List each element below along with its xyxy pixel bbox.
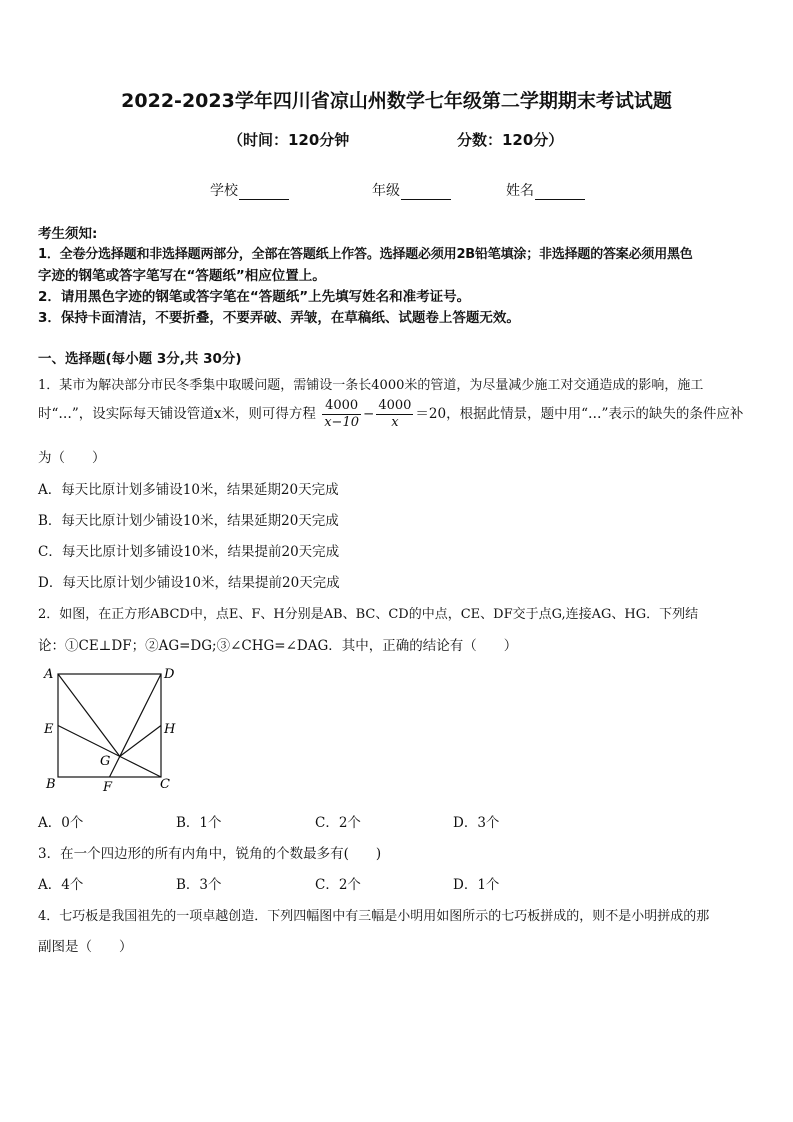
q1-line-1: 1．某市为解决部分市民冬季集中取暖问题，需铺设一条长4000米的管道，为尽量减少施工对交通造成的影响，施工 xyxy=(38,378,704,393)
q1-fraction-1 xyxy=(322,398,361,431)
q3-option-d: D．1个 xyxy=(453,877,500,893)
grade-blank xyxy=(401,185,451,200)
grade-field xyxy=(372,180,451,200)
q3-line-1: 3．在一个四边形的所有内角中，锐角的个数最多有( ) xyxy=(38,846,382,862)
notice-line-1b: 字迹的钢笔或答字笔写在“答题纸”相应位置上。 xyxy=(38,268,326,284)
q1-option-a: A．每天比原计划多铺设10米，结果延期20天完成 xyxy=(38,482,339,498)
q1-frac1-denominator: x−10 xyxy=(324,415,359,430)
school-blank xyxy=(239,185,289,200)
q1-fraction-2 xyxy=(376,398,413,431)
notice-heading: 考生须知: xyxy=(38,226,98,242)
label-e: E xyxy=(44,722,54,737)
q3-option-a: A．4个 xyxy=(38,877,84,893)
notice-line-2: 2．请用黑色字迹的钢笔或答字笔在“答题纸”上先填写姓名和准考证号。 xyxy=(38,289,471,305)
q1-minus: − xyxy=(363,406,375,422)
q2-option-c: C．2个 xyxy=(315,815,361,831)
q4-line-2: 副图是（ ） xyxy=(38,939,133,955)
name-field xyxy=(506,180,585,200)
segment-ce xyxy=(58,726,161,778)
exam-score: 分数：120分） xyxy=(457,131,564,149)
q1-frac2-numerator: 4000 xyxy=(378,398,412,413)
q2-option-b: B．1个 xyxy=(176,815,222,831)
exam-title: 2022-2023学年四川省凉山州数学七年级第二学期期末考试试题 xyxy=(121,90,672,112)
q1-option-d: D．每天比原计划少铺设10米，结果提前20天完成 xyxy=(38,575,340,591)
segment-hg xyxy=(120,726,161,757)
q1-line-2 xyxy=(38,398,743,431)
label-h: H xyxy=(164,722,176,737)
school-label: 学校 xyxy=(210,183,238,199)
q1-frac1-numerator: 4000 xyxy=(322,398,361,415)
q3-option-c: C．2个 xyxy=(315,877,361,893)
q2-line-1: 2．如图，在正方形ABCD中，点E、F、H分别是AB、BC、CD的中点，CE、DF交于点G,连接AG、HG．下列结 xyxy=(38,607,699,622)
q3-option-b: B．3个 xyxy=(176,877,222,893)
section-title: 一、选择题(每小题 3分,共 30分) xyxy=(38,351,242,367)
segment-ag xyxy=(58,674,120,756)
label-g: G xyxy=(100,754,111,769)
q2-line-2: 论：①CE⊥DF；②AG=DG;③∠CHG=∠DAG．其中，正确的结论有（ ） xyxy=(38,638,518,654)
grade-label: 年级 xyxy=(372,183,400,199)
q1-line-3: 为（ ） xyxy=(38,450,106,466)
q2-square-figure xyxy=(36,662,186,797)
label-d: D xyxy=(164,667,175,682)
name-blank xyxy=(535,185,585,200)
q2-option-d: D．3个 xyxy=(453,815,500,831)
notice-line-1a: 1．全卷分选择题和非选择题两部分，全部在答题纸上作答。选择题必须用2B铅笔填涂；非选择题的答案必须用黑色 xyxy=(38,247,693,262)
q4-line-1: 4．七巧板是我国祖先的一项卓越创造．下列四幅图中有三幅是小明用如图所示的七巧板拼成的，则不是小明拼成的那 xyxy=(38,909,710,924)
label-a: A xyxy=(44,667,54,682)
q1-option-c: C．每天比原计划多铺设10米，结果提前20天完成 xyxy=(38,544,340,560)
notice-line-3: 3．保持卡面清洁，不要折叠，不要弄破、弄皱，在草稿纸、试题卷上答题无效。 xyxy=(38,310,520,326)
q1-option-b: B．每天比原计划少铺设10米，结果延期20天完成 xyxy=(38,513,339,529)
label-c: C xyxy=(160,777,170,792)
label-b: B xyxy=(46,777,56,792)
q1-line-2-pre: 时“…”，设实际每天铺设管道x米，则可得方程 xyxy=(38,406,316,422)
school-field xyxy=(210,180,289,200)
segment-df xyxy=(110,674,162,777)
exam-time: （时间：120分钟 xyxy=(228,131,350,149)
q1-frac2-denominator: x xyxy=(391,415,399,430)
q2-option-a: A．0个 xyxy=(38,815,84,831)
name-label: 姓名 xyxy=(506,183,534,199)
label-f: F xyxy=(103,780,113,795)
q1-line-2-post: ＝20，根据此情景，题中用“…”表示的缺失的条件应补 xyxy=(415,406,744,422)
